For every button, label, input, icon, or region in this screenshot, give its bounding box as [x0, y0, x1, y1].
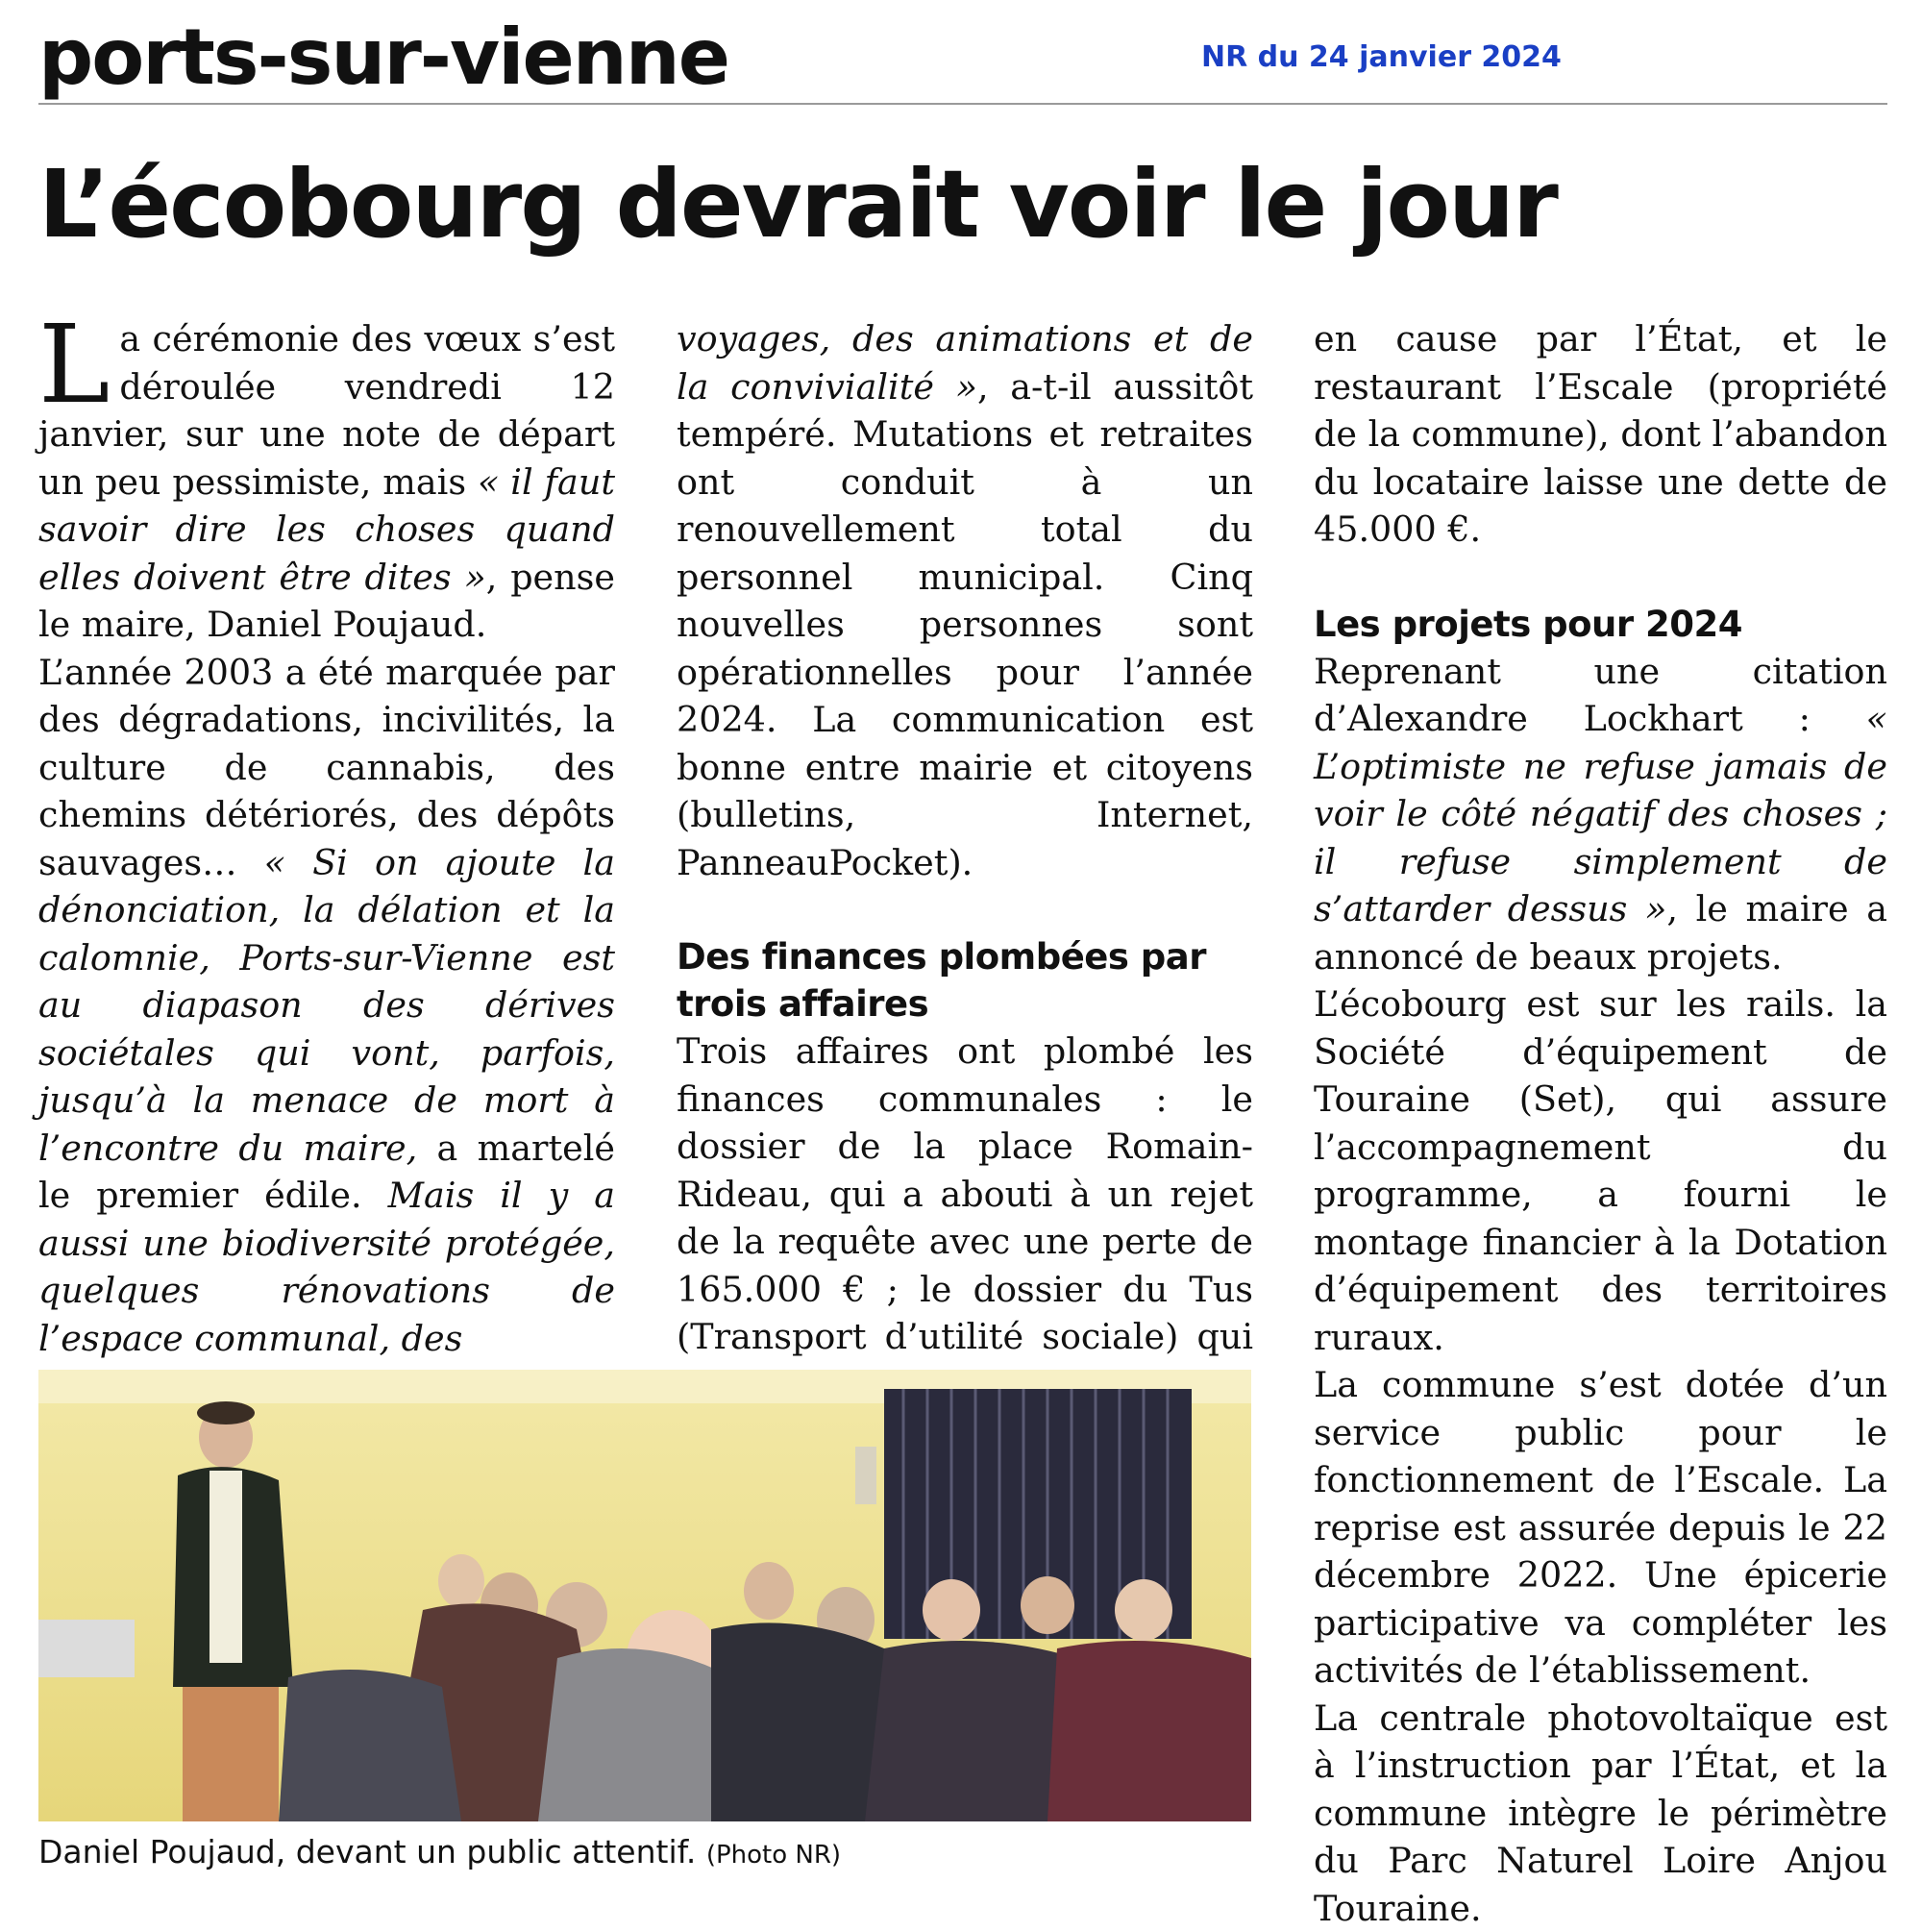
photo-credit: (Photo NR) [706, 1841, 841, 1870]
paragraph: La commune s’est dotée d’un service public pour le fonctionnement de l’Escale. La reprise est assurée depuis le 22 décembre 2022. Une épicerie participative va compléter les activités de l’établissement. [1314, 1361, 1887, 1695]
paragraph [677, 315, 1253, 886]
subhead-projects: Les projets pour 2024 [1314, 601, 1887, 648]
quote: voyages, des animations et de la convivialité » [677, 318, 1253, 408]
subhead-finances: Des finances plombées par trois affaires [677, 933, 1253, 1028]
text: , pense le maire, Daniel Poujaud. [38, 557, 615, 646]
paragraph [38, 649, 615, 1363]
text: Reprenant une citation d’Alexandre Lockhart : [1314, 651, 1887, 740]
audience-photo-illustration [38, 1370, 1251, 1821]
paragraph [1314, 648, 1887, 981]
text: a cérémonie des vœux s’est déroulée vendredi 12 janvier, sur une note de départ un peu pessimiste, mais [38, 318, 615, 503]
article-column-1 [38, 315, 615, 1362]
rubric-title: ports-sur-vienne [38, 19, 728, 96]
paragraph: Trois affaires ont plombé les finances communales : le dossier de la place Romain-Rideau, qui a abouti à un rejet de la requête avec une perte de 165.000 € ; le dossier du Tus (Transport d’utilité sociale) qui [677, 1028, 1253, 1408]
text: a martelé le premier édile. [38, 1127, 615, 1217]
paragraph: La centrale photovoltaïque est à l’instruction par l’État, et la commune intègre le périmètre du Parc Naturel Loire Anjou Touraine. [1314, 1695, 1887, 1932]
text: , a-t-il aussitôt tempéré. Mutations et retraites ont conduit à un renouvellement total du personnel municipal. Cinq nouvelles personnes sont opérationnelles pour l’année 2024. La communication est bonne entre mairie et citoyens (bulletins, Internet, PanneauPocket). [677, 366, 1253, 883]
drop-cap: L [38, 323, 110, 406]
quote: « L’optimiste ne refuse jamais de voir le côté négatif des choses ; il refuse simplement de s’attarder dessus » [1314, 698, 1887, 929]
article-photo [38, 1370, 1251, 1821]
caption-text: Daniel Poujaud, devant un public attentif. [38, 1833, 696, 1870]
photo-caption [38, 1833, 841, 1870]
text: , le maire a annoncé de beaux projets. [1314, 888, 1887, 978]
quote: « Si on ajoute la dénonciation, la délation et la calomnie, Ports-sur-Vienne est au diapason des dérives sociétales qui vont, parfois, jusqu’à la menace de mort à l’encontre du maire, [38, 842, 615, 1169]
paragraph: L’écobourg est sur les rails. la Société d’équipement de Touraine (Set), qui assure l’accompagnement du programme, a fourni le montage financier à la Dotation d’équipement des territoires ruraux. [1314, 980, 1887, 1361]
quote: « il faut savoir dire les choses quand elles doivent être dites » [38, 461, 615, 598]
article-column-3 [1314, 315, 1887, 1932]
article-column-2 [677, 315, 1253, 1408]
header-rule [38, 103, 1887, 105]
paragraph [38, 315, 615, 649]
source-date: NR du 24 janvier 2024 [1201, 40, 1562, 74]
article-headline: L’écobourg devrait voir le jour [38, 156, 1557, 254]
quote: Mais il y a aussi une biodiversité protégée, quelques rénovations de l’espace communal, des [38, 1175, 615, 1359]
paragraph: en cause par l’État, et le restaurant l’Escale (propriété de la commune), dont l’abandon du locataire laisse une dette de 45.000 €. [1314, 315, 1887, 554]
text: L’année 2003 a été marquée par des dégradations, incivilités, la culture de cannabis, des chemins détériorés, des dépôts sauvages… [38, 652, 615, 883]
